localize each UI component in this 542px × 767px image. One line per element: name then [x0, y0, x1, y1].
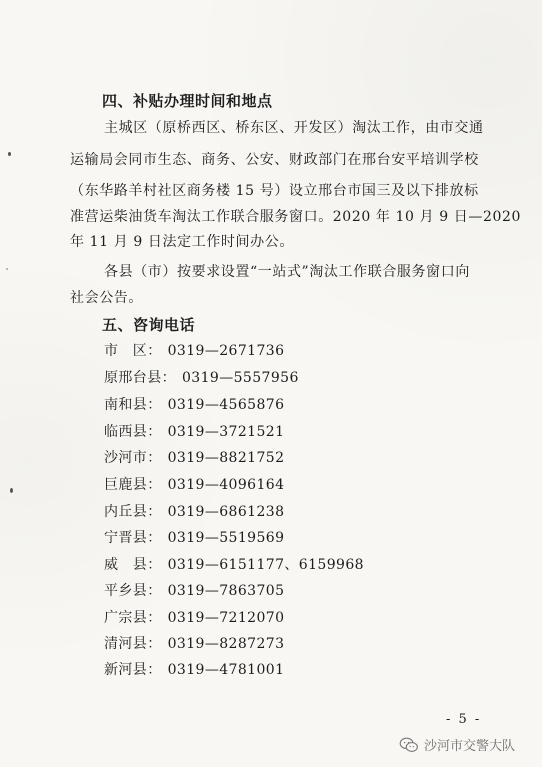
contact-row	[104, 527, 284, 547]
contact-row	[104, 580, 284, 600]
contact-row	[104, 659, 284, 679]
contact-name: 广宗县：	[104, 610, 162, 626]
section4-para2-line: 各县（市）按要求设置“一站式”淘汰工作联合服务窗口向	[104, 264, 470, 280]
contact-name: 内丘县：	[104, 504, 162, 520]
contact-name: 原邢台县：	[104, 370, 176, 386]
page-number: - 5 -	[446, 712, 482, 727]
watermark-text: 沙河市交警大队	[424, 739, 516, 754]
contact-name: 巨鹿县：	[104, 477, 162, 493]
contact-number: 0319—3721521	[167, 424, 285, 440]
section4-para1-line: 运输局会同市生态、商务、公安、财政部门在邢台安平培训学校	[70, 152, 479, 168]
contact-name: 新河县：	[104, 662, 162, 678]
contact-name: 南和县：	[104, 397, 162, 413]
contact-number: 0319—6151177、6159968	[167, 557, 364, 573]
contact-number: 0319—8821752	[167, 450, 285, 466]
contact-name: 市 区：	[104, 343, 162, 359]
contact-number: 0319—6861238	[167, 504, 285, 520]
section4-para2-line: 社会公告。	[70, 290, 143, 306]
contact-name: 沙河市：	[104, 450, 162, 466]
contact-name: 临西县：	[104, 424, 162, 440]
contact-number: 0319—7212070	[167, 610, 285, 626]
contact-number: 0319—2671736	[167, 343, 285, 359]
contact-number: 0319—7863705	[167, 583, 285, 599]
contact-name: 威 县：	[104, 557, 162, 573]
contact-number: 0319—5557956	[182, 370, 299, 386]
scan-speck	[10, 488, 13, 493]
watermark	[399, 735, 515, 754]
contact-row	[104, 447, 284, 467]
contact-name: 清河县：	[104, 636, 162, 652]
wechat-icon	[399, 737, 419, 753]
contact-name: 宁晋县：	[104, 530, 162, 546]
contact-name: 平乡县：	[104, 583, 162, 599]
contact-number: 0319—4096164	[167, 477, 285, 493]
contact-row	[104, 501, 284, 521]
section4-para1-line: （东华路羊村社区商务楼 15 号）设立邢台市国三及以下排放标	[70, 183, 479, 199]
scan-speck	[6, 268, 8, 270]
contact-number: 0319—5519569	[167, 530, 285, 546]
contact-number: 0319—8287273	[167, 636, 285, 652]
contact-number: 0319—4781001	[167, 662, 285, 678]
contact-number: 0319—4565876	[167, 397, 285, 413]
contact-row	[104, 474, 284, 494]
contact-row	[104, 607, 284, 627]
contact-row	[104, 340, 284, 360]
contact-row	[104, 367, 299, 387]
contact-row	[104, 394, 284, 414]
contact-row	[104, 554, 364, 574]
section4-para1-line: 准营运柴油货车淘汰工作联合服务窗口。2020 年 10 月 9 日—2020	[70, 209, 522, 225]
section4-para1-line: 主城区（原桥西区、桥东区、开发区）淘汰工作，由市交通	[104, 120, 484, 136]
section5-heading: 五、咨询电话	[102, 316, 196, 334]
section4-heading: 四、补贴办理时间和地点	[102, 92, 273, 110]
scan-speck	[8, 152, 11, 156]
contact-row	[104, 633, 284, 653]
contact-row	[104, 421, 284, 441]
section4-para1-line: 年 11 月 9 日法定工作时间办公。	[70, 234, 294, 250]
